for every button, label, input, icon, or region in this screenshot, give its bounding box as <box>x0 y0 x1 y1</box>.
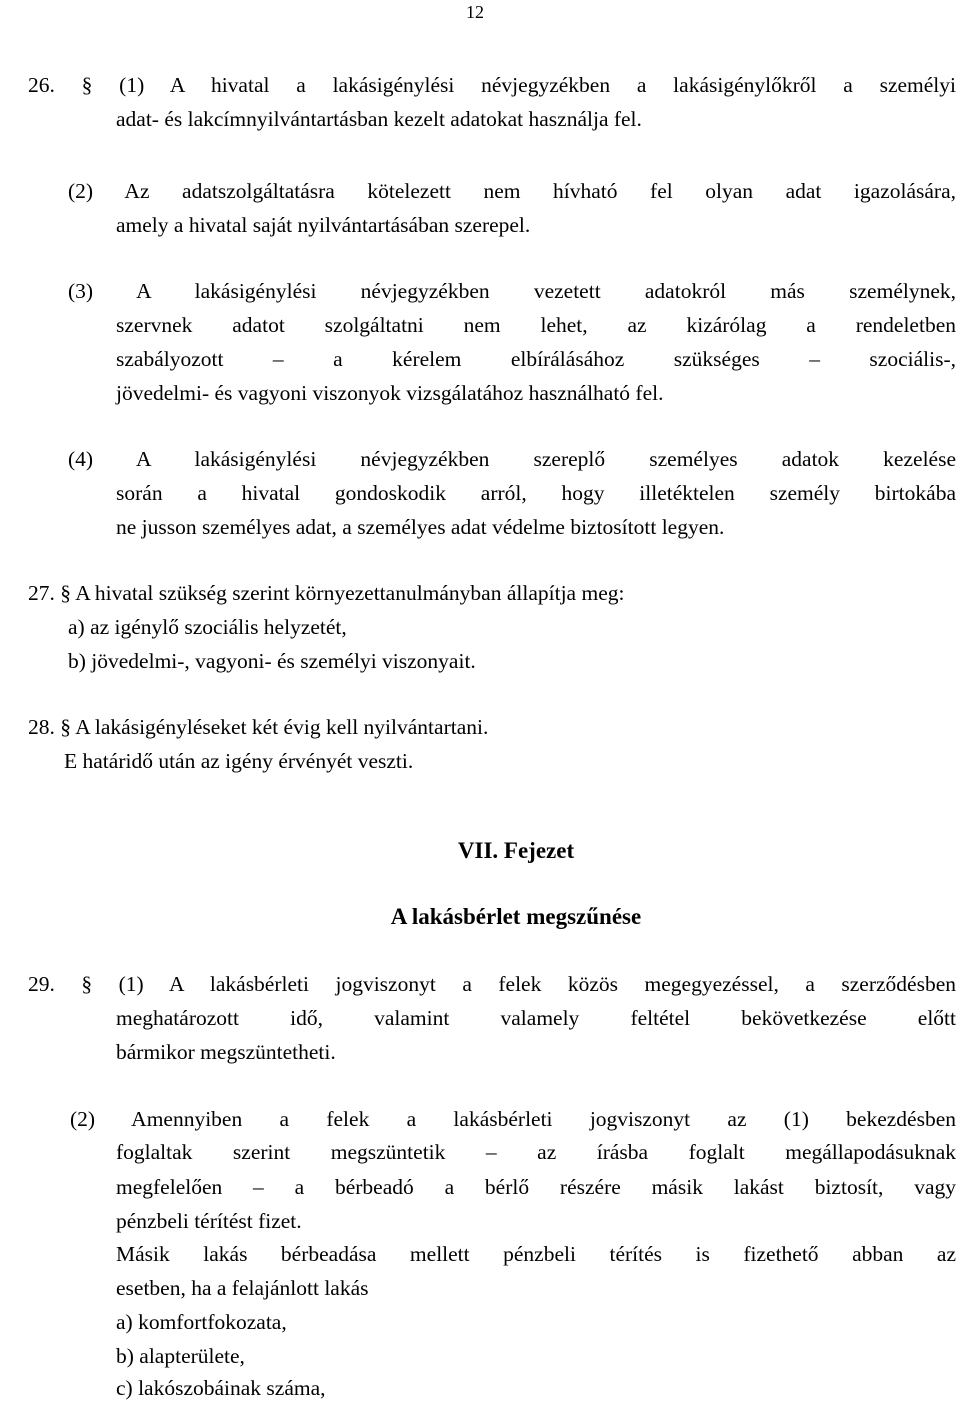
section-26-p2-line-1: (2) Az adatszolgáltatásra kötelezett nem hívható fel olyan adat igazolására, <box>68 179 956 203</box>
section-29-p2-line-1: (2) Amennyiben a felek a lakásbérleti jogviszonyt az (1) bekezdésben <box>70 1107 956 1131</box>
section-26-line-2: adat- és lakcímnyilvántartásban kezelt adatokat használja fel. <box>116 107 642 131</box>
section-29-p2-line-6: esetben, ha a felajánlott lakás <box>116 1276 369 1300</box>
section-26-p3-line-2: szervnek adatot szolgáltatni nem lehet, az kizárólag a rendeletben <box>116 313 956 337</box>
section-26-p3-line-4: jövedelmi- és vagyoni viszonyok vizsgálatához használható fel. <box>116 381 664 405</box>
section-27-item-a: a) az igénylő szociális helyzetét, <box>68 615 347 639</box>
section-26-p4-line-3: ne jusson személyes adat, a személyes adat védelme biztosított legyen. <box>116 515 725 539</box>
section-27-line-1: 27. § A hivatal szükség szerint környezettanulmányban állapítja meg: <box>28 581 625 605</box>
page-number: 12 <box>466 2 484 22</box>
section-29-p2-line-2: foglaltak szerint megszüntetik – az írásba foglalt megállapodásuknak <box>116 1140 956 1164</box>
section-29-item-c: c) lakószobáinak száma, <box>116 1376 326 1400</box>
section-26-p4-line-2: során a hivatal gondoskodik arról, hogy illetéktelen személy birtokába <box>116 481 956 505</box>
section-29-line-3: bármikor megszüntetheti. <box>116 1040 336 1064</box>
section-29-p2-line-3: megfelelően – a bérbeadó a bérlő részére másik lakást biztosít, vagy <box>116 1175 956 1199</box>
section-26-p2-line-2: amely a hivatal saját nyilvántartásában szerepel. <box>116 213 531 237</box>
section-28-line-2: E határidő után az igény érvényét veszti. <box>64 749 414 773</box>
section-29-item-a: a) komfortfokozata, <box>116 1310 287 1334</box>
section-26-line-1: 26. § (1) A hivatal a lakásigénylési névjegyzékben a lakásigénylőkről a személyi <box>28 73 956 97</box>
section-29-p2-line-4: pénzbeli térítést fizet. <box>116 1209 302 1233</box>
chapter-title: A lakásbérlet megszűnése <box>390 904 642 929</box>
section-27-item-b: b) jövedelmi-, vagyoni- és személyi viszonyait. <box>68 649 476 673</box>
chapter-number: VII. Fejezet <box>457 838 575 863</box>
section-29-p2-line-5: Másik lakás bérbeadása mellett pénzbeli térítés is fizethető abban az <box>116 1242 956 1266</box>
section-26-p3-line-3: szabályozott – a kérelem elbírálásához szükséges – szociális-, <box>116 347 956 371</box>
section-26-p3-line-1: (3) A lakásigénylési névjegyzékben vezetett adatokról más személynek, <box>68 279 956 303</box>
section-29-line-2: meghatározott idő, valamint valamely feltétel bekövetkezése előtt <box>116 1006 956 1030</box>
section-28-line-1: 28. § A lakásigényléseket két évig kell nyilvántartani. <box>28 715 489 739</box>
section-29-item-b: b) alapterülete, <box>116 1344 245 1368</box>
section-29-line-1: 29. § (1) A lakásbérleti jogviszonyt a felek közös megegyezéssel, a szerződésben <box>28 972 956 996</box>
section-26-p4-line-1: (4) A lakásigénylési névjegyzékben szereplő személyes adatok kezelése <box>68 447 956 471</box>
